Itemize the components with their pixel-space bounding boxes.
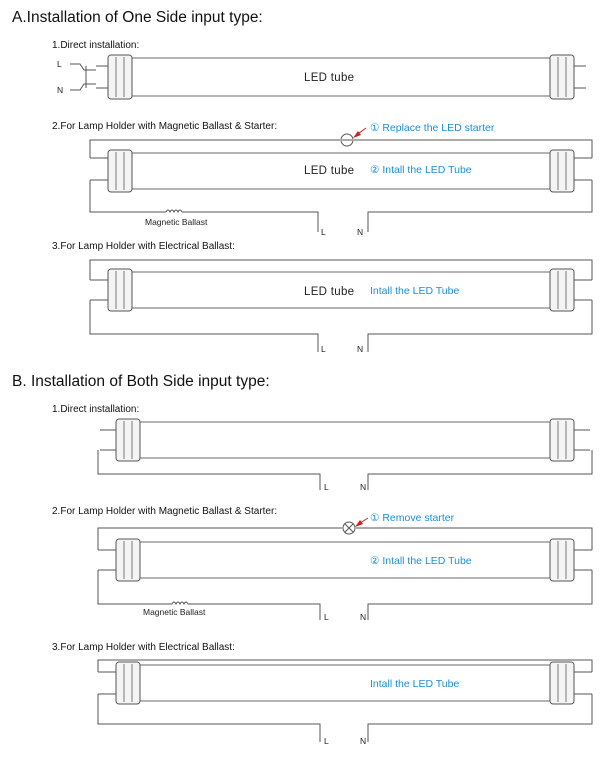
a2-tube-label: LED tube <box>304 165 355 177</box>
a2-title: 2.For Lamp Holder with Magnetic Ballast & Starter: <box>52 121 278 132</box>
b2-left-end-cap <box>116 539 140 581</box>
b2-right-end-cap <box>550 539 574 581</box>
b2-step2: ② Intall the LED Tube <box>370 555 472 567</box>
a2-right-end-cap <box>550 150 574 192</box>
a3-title: 3.For Lamp Holder with Electrical Ballast: <box>52 241 235 252</box>
diagram-b1-direct <box>52 404 592 492</box>
b3-n-label: N <box>360 736 367 746</box>
diagram-a1-direct <box>52 40 586 99</box>
b2-tube <box>116 542 570 578</box>
b3-right-end-cap <box>550 662 574 704</box>
b3-instruction: Intall the LED Tube <box>370 678 460 690</box>
diagram-a3-electrical <box>52 241 592 354</box>
a3-right-end-cap <box>550 269 574 311</box>
diagram-b2-magnetic <box>52 506 592 622</box>
b1-right-end-cap <box>550 419 574 461</box>
b2-l-label: L <box>324 612 329 622</box>
a3-l-label: L <box>321 344 326 354</box>
b1-tube <box>116 422 570 458</box>
a2-step1: ① Replace the LED starter <box>370 122 495 134</box>
b2-title: 2.For Lamp Holder with Magnetic Ballast & Starter: <box>52 506 278 517</box>
b1-left-end-cap <box>116 419 140 461</box>
section-b-title: B. Installation of Both Side input type: <box>12 373 270 390</box>
b2-step1: ① Remove starter <box>370 512 455 524</box>
a1-title: 1.Direct installation: <box>52 40 140 51</box>
a2-l-label: L <box>321 227 326 237</box>
a1-right-end-cap <box>550 55 574 99</box>
b1-title: 1.Direct installation: <box>52 404 140 415</box>
section-a-title: A.Installation of One Side input type: <box>12 9 263 26</box>
a3-n-label: N <box>357 344 364 354</box>
a2-step2: ② Intall the LED Tube <box>370 164 472 176</box>
b3-tube <box>116 665 570 701</box>
a3-left-end-cap <box>108 269 132 311</box>
diagram-a2-magnetic <box>52 121 592 237</box>
b1-n-label: N <box>360 482 367 492</box>
b2-ballast-coil <box>172 602 188 604</box>
a3-tube-label: LED tube <box>304 286 355 298</box>
a2-ballast-label: Magnetic Ballast <box>145 217 208 227</box>
b2-ballast-label: Magnetic Ballast <box>143 607 206 617</box>
a1-n-label: N <box>57 85 64 95</box>
a1-tube-label: LED tube <box>304 72 355 84</box>
a2-left-end-cap <box>108 150 132 192</box>
b1-l-label: L <box>324 482 329 492</box>
b2-n-label: N <box>360 612 367 622</box>
diagram-b3-electrical <box>52 642 592 746</box>
b3-left-end-cap <box>116 662 140 704</box>
b3-l-label: L <box>324 736 329 746</box>
a3-instruction: Intall the LED Tube <box>370 285 460 297</box>
a2-n-label: N <box>357 227 364 237</box>
b3-title: 3.For Lamp Holder with Electrical Ballast: <box>52 642 235 653</box>
a1-left-end-cap <box>108 55 132 99</box>
a2-ballast-coil <box>166 210 182 212</box>
a1-l-label: L <box>57 59 62 69</box>
